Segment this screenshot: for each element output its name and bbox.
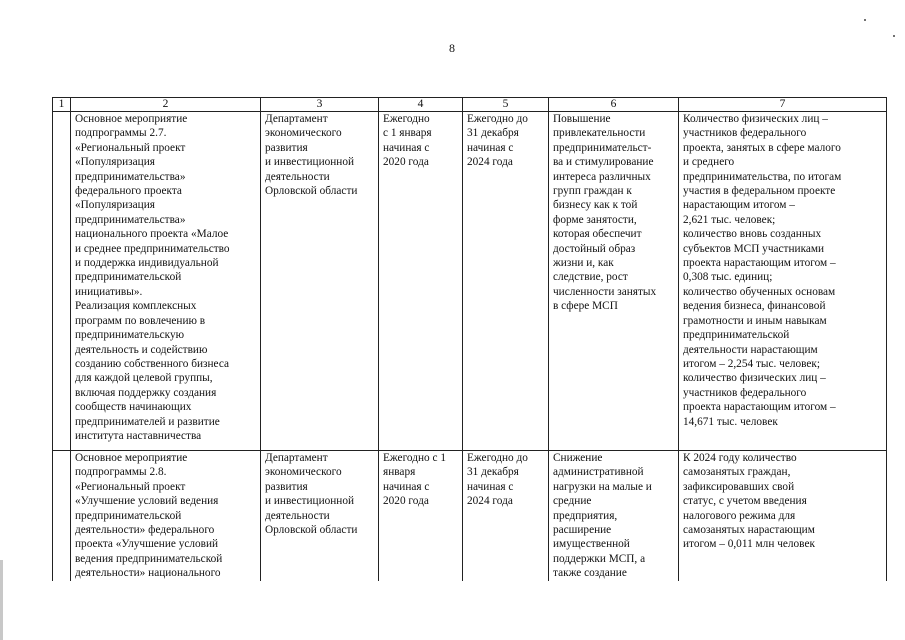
expected-result-text: Снижение административной нагрузки на малые и средние предприятия, расширение имущественной поддержки МСП, а также создание (553, 452, 652, 580)
measures-table (52, 97, 887, 581)
table-row (53, 112, 887, 451)
end-date-cell (463, 451, 549, 581)
responsible-executor-text: Департамент экономического развития и инвестиционной деятельности Орловской области (265, 452, 358, 537)
scan-edge-shadow (0, 560, 3, 640)
table-row (53, 451, 887, 581)
scan-speck (893, 35, 895, 37)
responsible-executor-cell (261, 112, 379, 451)
header-row (53, 98, 887, 112)
start-date-text: Ежегодно с 1 января начиная с 2020 года (383, 452, 446, 508)
indicators-text: Количество физических лиц – участников федерального проекта, занятых в сфере малого и среднего предпринимательства, по итогам участия в федеральном проекте нарастающим итогом – 2,621 тыс. человек; количество вновь созданных субъектов МСП участниками проекта нарастающим итогом – 0,308 тыс. единиц; количество обученных основам ведения бизнеса, финансовой грамотности и иным навыкам предпринимательской деятельности нарастающим итогом – 2,254 тыс. человек; количество физических лиц – участников федерального проекта нарастающим итогом – 14,671 тыс. человек (683, 113, 842, 428)
expected-result-cell (549, 112, 679, 451)
end-date-cell (463, 112, 549, 451)
column-number-1: 1 (53, 98, 71, 112)
expected-result-cell (549, 451, 679, 581)
indicators-cell (679, 451, 887, 581)
indicators-cell (679, 112, 887, 451)
column-number-3: 3 (261, 98, 379, 112)
column-number-5: 5 (463, 98, 549, 112)
measure-name-text: Основное мероприятие подпрограммы 2.7. «Региональный проект «Популяризация предпринимательства» федерального проекта «Популяризация предпринимательства» национального проекта «Малое и среднее предпринимательство и поддержка индивидуальной предпринимательской инициативы». Реализация комплексных программ по вовлечению в предпринимательскую деятельность и содействию созданию собственного бизнеса для каждой целевой группы, включая поддержку создания сообществ начинающих предпринимателей и развитие института наставничества (75, 113, 230, 442)
indicators-text: К 2024 году количество самозанятых граждан, зафиксировавших свой статус, с учетом введения налогового режима для самозанятых нарастающим итогом – 0,011 млн человек (683, 452, 815, 551)
responsible-executor-cell (261, 451, 379, 581)
responsible-executor-text: Департамент экономического развития и инвестиционной деятельности Орловской области (265, 113, 358, 198)
measure-name-text: Основное мероприятие подпрограммы 2.8. «Региональный проект «Улучшение условий ведения предпринимательской деятельности» федерального проекта «Улучшение условий ведения предпринимательской деятельности» национального (75, 452, 223, 580)
page-number: 8 (449, 41, 455, 55)
expected-result-text: Повышение привлекательности предпринимательст- ва и стимулирование интереса различных групп граждан к бизнесу как к той форме занятости, которая обеспечит достойный образ жизни и, как следствие, рост численности занятых в сфере МСП (553, 113, 657, 313)
row-number-cell (53, 451, 71, 581)
measure-name-cell (71, 112, 261, 451)
column-number-2: 2 (71, 98, 261, 112)
column-number-7: 7 (679, 98, 887, 112)
measure-name-cell (71, 451, 261, 581)
row-number-cell (53, 112, 71, 451)
column-number-4: 4 (379, 98, 463, 112)
end-date-text: Ежегодно до 31 декабря начиная с 2024 года (467, 452, 528, 508)
scan-speck (864, 19, 866, 21)
start-date-text: Ежегодно с 1 января начиная с 2020 года (383, 113, 432, 169)
end-date-text: Ежегодно до 31 декабря начиная с 2024 года (467, 113, 528, 169)
start-date-cell (379, 451, 463, 581)
column-number-6: 6 (549, 98, 679, 112)
start-date-cell (379, 112, 463, 451)
